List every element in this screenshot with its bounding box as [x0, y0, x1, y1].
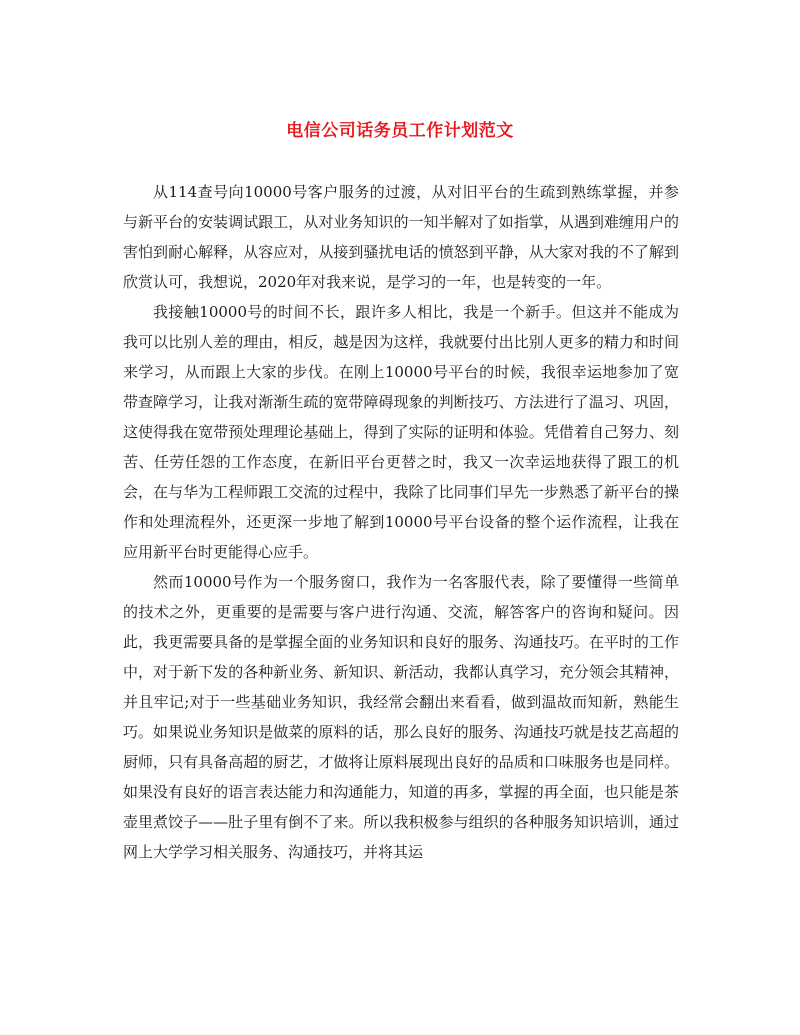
paragraph-2: 我接触10000号的时间不长，跟许多人相比，我是一个新手。但这并不能成为我可以比别人差的理由，相反，越是因为这样，我就要付出比别人更多的精力和时间来学习，从而跟上大家的步伐。在刚上10000号平台的时候，我很幸运地参加了宽带查障学习，让我对渐渐生疏的宽带障碍现象的判断技巧、方法进行了温习、巩固，这使得我在宽带预处理理论基础上，得到了实际的证明和体验。凭借着自己努力、刻苦、任劳任怨的工作态度，在新旧平台更替之时，我又一次幸运地获得了跟工的机会，在与华为工程师跟工交流的过程中，我除了比同事们早先一步熟悉了新平台的操作和处理流程外，还更深一步地了解到10000号平台设备的整个运作流程，让我在应用新平台时更能得心应手。	[123, 303, 679, 561]
document-body	[123, 177, 679, 867]
paragraph-1: 从114查号向10000号客户服务的过渡，从对旧平台的生疏到熟练掌握，并参与新平台的安装调试跟工，从对业务知识的一知半解对了如指掌，从遇到难缠用户的害怕到耐心解释，从容应对，从接到骚扰电话的愤怒到平静，从大家对我的不了解到欣赏认可，我想说，2020年对我来说，是学习的一年，也是转变的一年。	[123, 183, 679, 291]
paragraph-3: 然而10000号作为一个服务窗口，我作为一名客服代表，除了要懂得一些简单的技术之外，更重要的是需要与客户进行沟通、交流，解答客户的咨询和疑问。因此，我更需要具备的是掌握全面的业务知识和良好的服务、沟通技巧。在平时的工作中，对于新下发的各种新业务、新知识、新活动，我都认真学习，充分领会其精神，并且牢记;对于一些基础业务知识，我经常会翻出来看看，做到温故而知新，熟能生巧。如果说业务知识是做菜的原料的话，那么良好的服务、沟通技巧就是技艺高超的厨师，只有具备高超的厨艺，才做将让原料展现出良好的品质和口味服务也是同样。如果没有良好的语言表达能力和沟通能力，知道的再多，掌握的再全面，也只能是茶壶里煮饺子——肚子里有倒不了来。所以我积极参与组织的各种服务知识培训，通过网上大学学习相关服务、沟通技巧，并将其运	[123, 573, 679, 861]
document-title: 电信公司话务员工作计划范文	[286, 121, 514, 141]
